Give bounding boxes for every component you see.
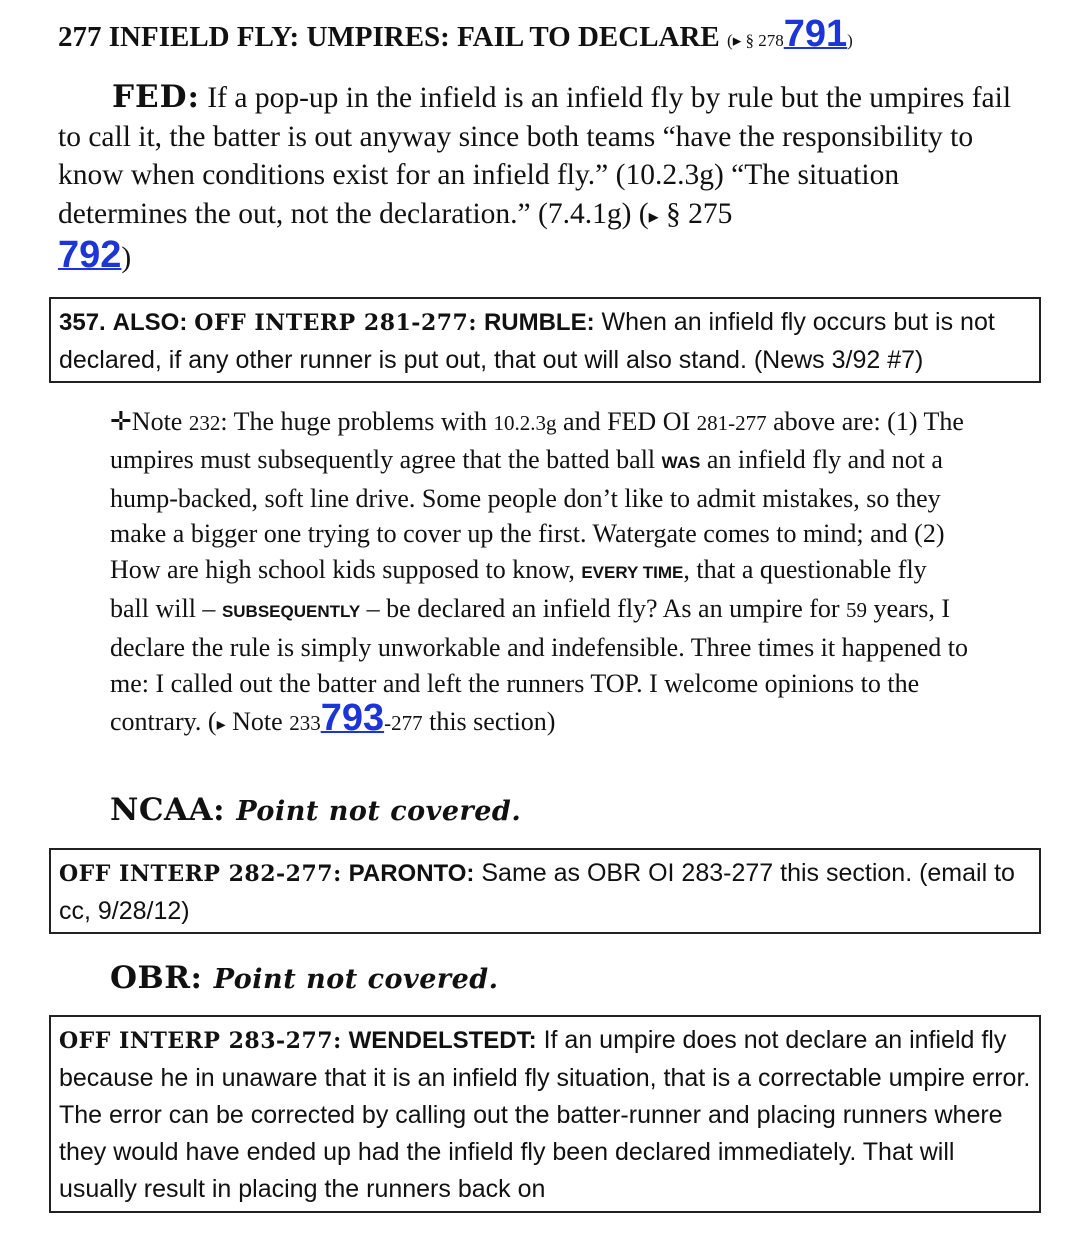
note-232: ✛Note 232: The huge problems with 10.2.3g and FED OI 281-277 above are: (1) The umpires must subsequently agree that the batted ball WAS an infield fly and not a hump-backed, soft line drive. Some people don’t like to admit mistakes, so they make a bigger one trying to cover up the first. Watergate comes to mind; and (2) How are high school kids supposed to know, EVERY TIME, that a questionable fly ball will – SUBSEQUENTLY – be declared an infield fly? As an umpire for 59 years, I declare the rule is simply unworkable and indefensible. Three times it happened to me: I called out the batter and left the runners TOP. I welcome opinions to the contrary. (▸ Note 233793-277 this section) (110, 407, 968, 740)
author-name: WENDELSTEDT: (348, 1027, 537, 1054)
item-number: 357. (59, 309, 106, 336)
link-792[interactable]: 792 (58, 234, 122, 276)
interp-text: If an umpire does not declare an infield fly because he in unaware that it is an infield fly situation, that is a correctable umpire error. The error can be corrected by calling out the batter-runner and placing runners where they would have ended up had the infield fly been declared immediately. That will usually result in placing the runners back on (59, 1026, 1031, 1203)
interp-text: When an infield fly occurs but is not declared, if any other runner is put out, that out will also stand. (News 3/92 #7) (59, 308, 995, 374)
triangle-right-icon: ▸ (732, 31, 742, 50)
link-793[interactable]: 793 (320, 697, 385, 740)
link-791[interactable]: 791 (783, 13, 848, 55)
ncaa-label: NCAA: (110, 792, 226, 828)
ncaa-text: Point not covered. (236, 796, 522, 827)
interp-text: Same as OBR OI 283-277 this section. (email to cc, 9/28/12) (59, 859, 1015, 925)
interp-box-283 (49, 1015, 1041, 1213)
triangle-right-icon: ▸ (648, 205, 659, 228)
obr-heading (110, 960, 499, 996)
fed-label: FED: (112, 79, 200, 115)
interp-box-282 (49, 848, 1041, 934)
obr-label: OBR: (110, 960, 203, 996)
also-label: ALSO: (112, 309, 188, 336)
section-heading: 277 INFIELD FLY: UMPIRES: FAIL TO DECLARE (▸ § 278791) (58, 13, 853, 55)
fed-paragraph: FED: If a pop-up in the infield is an infield fly by rule but the umpires fail to call it, the batter is out anyway since both teams “have the responsibility to know when conditions exist for an infield fly.” (10.2.3g) “The situation determines the out, not the declaration.” (7.4.1g) (▸ § 275 792) (58, 79, 1012, 276)
interp-box-281 (49, 297, 1041, 383)
section-cross-reference: (▸ § 278 (727, 31, 784, 50)
fed-text: If a pop-up in the infield is an infield fly by rule but the umpires fail to call it, the batter is out anyway since both teams “have the responsibility to know when conditions exist for an infield fly.” (10.2.3g) “The situation determines the out, not the declaration.” (7.4.1g) ( (58, 82, 1012, 230)
interp-label: OFF INTERP 283-277: (59, 1028, 342, 1054)
cross-icon: ✛ (110, 407, 132, 436)
section-number: 277 (58, 21, 102, 53)
note-number: 232 (188, 411, 221, 435)
interp-label: OFF INTERP 281-277: (194, 310, 477, 336)
author-name: PARONTO: (348, 860, 475, 887)
triangle-right-icon: ▸ (216, 714, 226, 735)
interp-label: OFF INTERP 282-277: (59, 861, 342, 887)
section-title: INFIELD FLY: UMPIRES: FAIL TO DECLARE (108, 21, 720, 53)
author-name: RUMBLE: (483, 309, 595, 336)
obr-text: Point not covered. (213, 964, 499, 995)
ncaa-heading (110, 792, 521, 828)
